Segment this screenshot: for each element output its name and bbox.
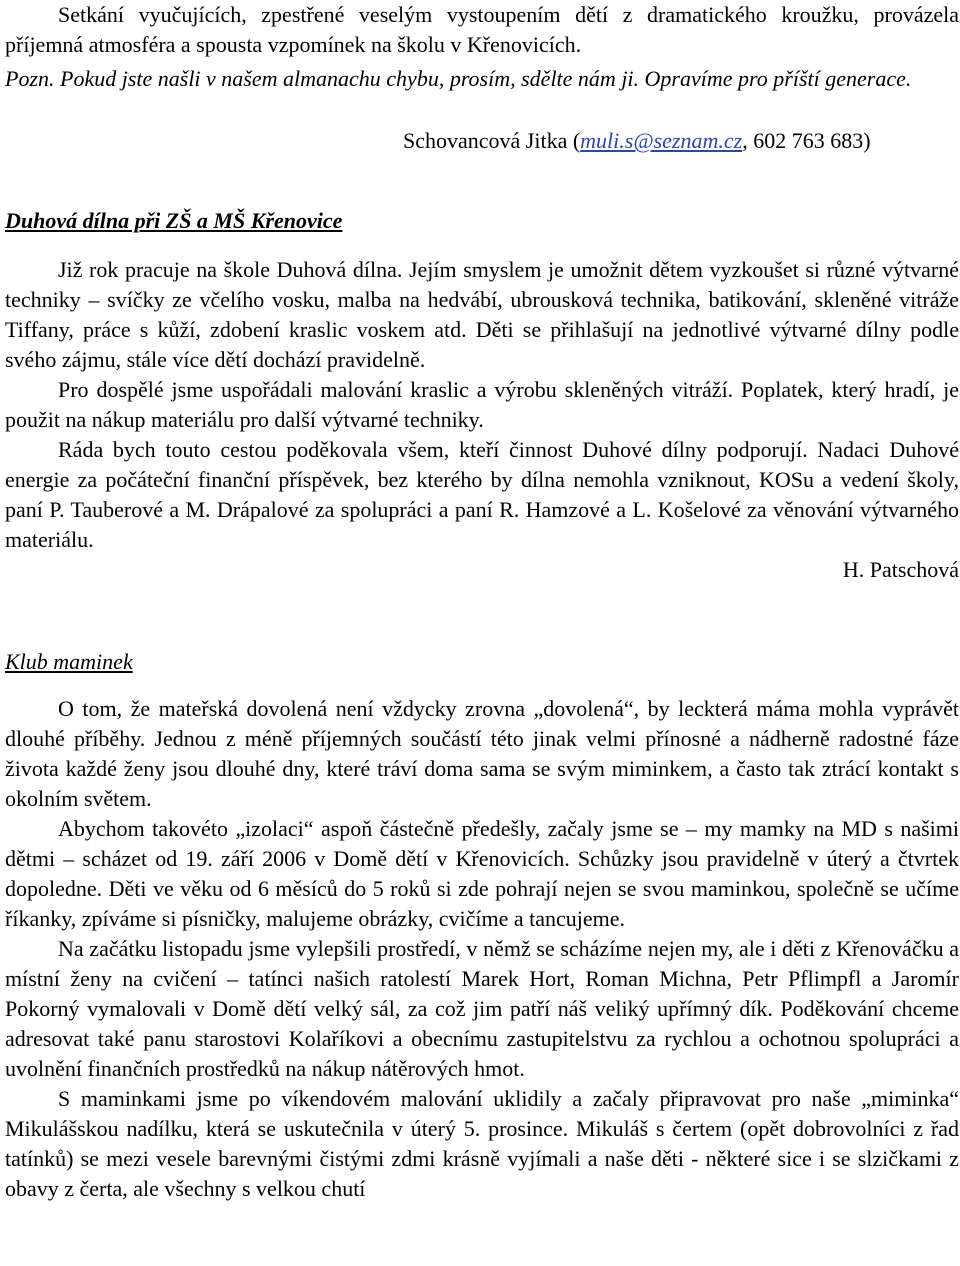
- klub-paragraph-4: S maminkami jsme po víkendovém malování uklidily a začaly připravovat pro naše „miminka“ Mikulášskou nadílku, která se uskutečnila v úterý 5. prosince. Mikuláš s čertem (opět dobrovolníci z řad tatínků) se mezi vesele barevnými čistými zdmi krásně vyjímali a naše děti - některé sice i se slzičkami z obavy z čerta, ale všechny s velkou chutí: [5, 1086, 959, 1201]
- duhova-paragraph-3: Ráda bych touto cestou poděkovala všem, kteří činnost Duhové dílny podporují. Nadaci Duhové energie za počáteční finanční příspěvek, bez kterého by dílna nemohla vzniknout, KOSu a vedení školy, paní P. Tauberové a M. Drápalové za spolupráci a paní R. Hamzové a L. Košelové za věnování výtvarného materiálu.: [5, 437, 959, 552]
- intro-paragraph: Setkání vyučujících, zpestřené veselým vystoupením dětí z dramatického kroužku, provázela příjemná atmosféra a spousta vzpomínek na školu v Křenovicích.: [5, 2, 959, 57]
- klub-paragraph-3: Na začátku listopadu jsme vylepšili prostředí, v němž se scházíme nejen my, ale i děti z Křenováčku a místní ženy na cvičení – tatínci našich ratolestí Marek Hort, Roman Michna, Petr Pflimpfl a Jaromír Pokorný vymalovali v Domě dětí velký sál, za což jim patří náš veliký upřímný dík. Poděkování chceme adresovat také panu starostovi Kolaříkovi a obecnímu zastupitelstvu za rychlou a ochotnou spolupráci a uvolnění finančních prostředků na nákup nátěrových hmot.: [5, 936, 959, 1081]
- errata-note: Pozn. Pokud jste našli v našem almanachu chybu, prosím, sdělte nám ji. Opravíme pro příští generace.: [5, 66, 912, 91]
- duhova-paragraph-2: Pro dospělé jsme uspořádali malování kraslic a výrobu skleněných vitráží. Poplatek, který hradí, je použit na nákup materiálu pro další výtvarné techniky.: [5, 377, 959, 432]
- email-link[interactable]: muli.s@seznam.cz: [580, 128, 743, 153]
- intro-signature: [5, 126, 960, 156]
- klub-paragraph-2: Abychom takovéto „izolaci“ aspoň částečně předešly, začaly jsme se – my mamky na MD s našimi dětmi – scházet od 19. září 2006 v Domě dětí v Křenovicích. Schůzky jsou pravidelně v úterý a čtvrtek dopoledne. Děti ve věku od 6 měsíců do 5 roků si zde pohrají nejen se svou maminkou, společně se učíme říkanky, zpíváme si písničky, malujeme obrázky, cvičíme a tancujeme.: [5, 816, 959, 931]
- signature-phone: , 602 763 683): [742, 128, 871, 153]
- duhova-paragraph-1: Již rok pracuje na škole Duhová dílna. Jejím smyslem je umožnit dětem vyzkoušet si různé výtvarné techniky – svíčky ze včelího vosku, malba na hedvábí, ubrousková technika, batikování, skleněné vitráže Tiffany, práce s kůží, zdobení kraslic voskem atd. Děti se přihlašují na jednotlivé výtvarné dílny podle svého zájmu, stále více dětí dochází pravidelně.: [5, 257, 959, 372]
- klub-paragraph-1: O tom, že mateřská dovolená není vždycky zrovna „dovolená“, by leckterá máma mohla vyprávět dlouhé příběhy. Jednou z méně příjemných součástí této jinak velmi přínosné a nádherně radostné fáze života každé ženy jsou dlouhé dny, které tráví doma sama se svým miminkem, a často tak ztrácí kontakt s okolním světem.: [5, 696, 959, 811]
- section-heading-klub-maminek: Klub maminek: [5, 649, 133, 674]
- duhova-signature: H. Patschová: [842, 557, 959, 582]
- section-klub-maminek: [5, 694, 959, 1204]
- signature-name: Schovancová Jitka (: [403, 128, 581, 153]
- section-heading-duhova-dilna: Duhová dílna při ZŠ a MŠ Křenovice: [5, 208, 343, 233]
- section-duhova-dilna: [5, 255, 959, 585]
